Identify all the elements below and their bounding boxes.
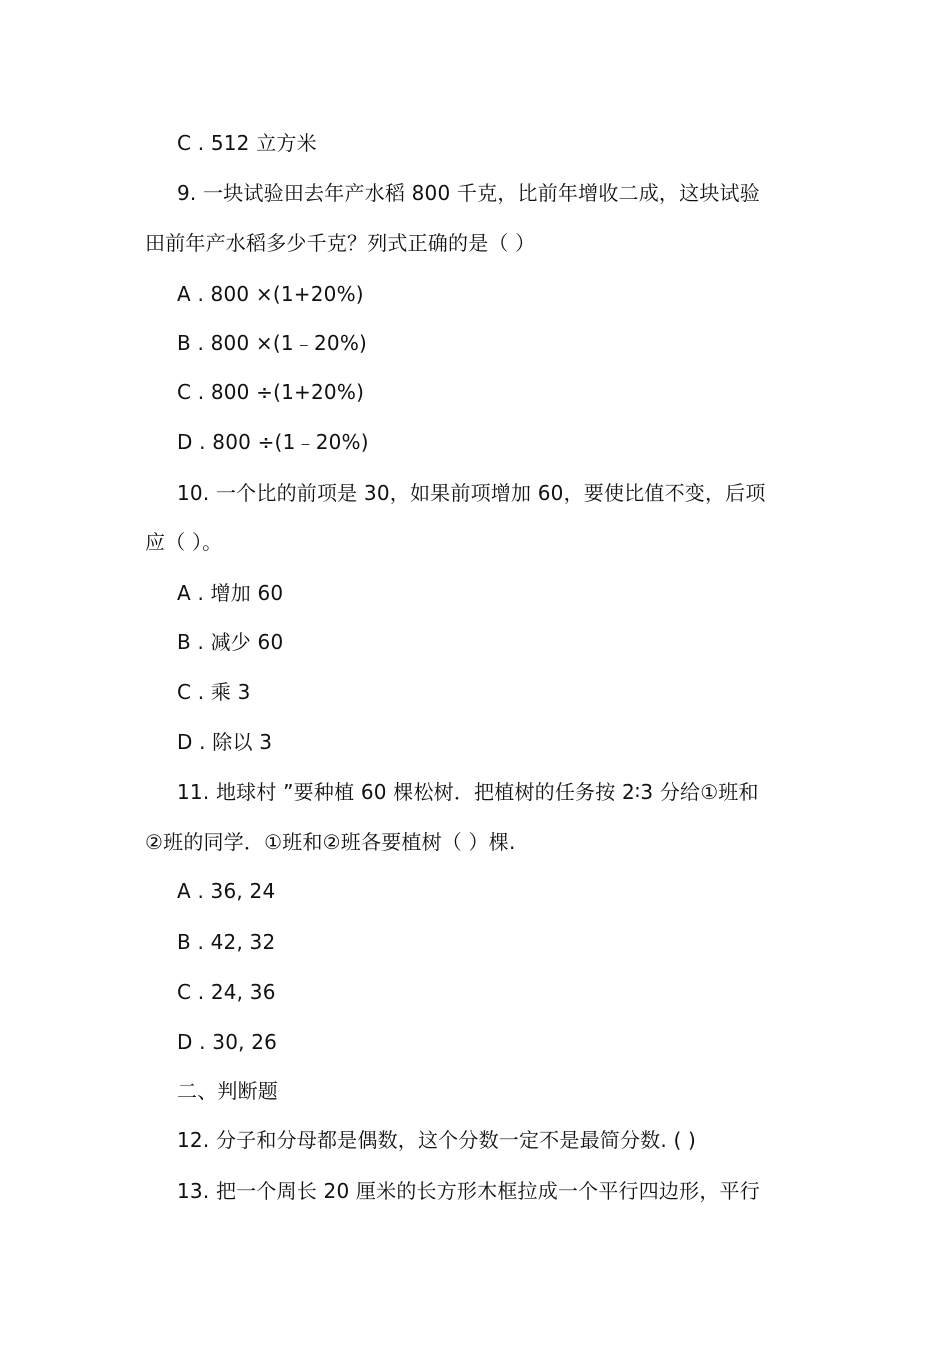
q9-stem-line2: 田前年产水稻多少千克？列式正确的是（ ） (145, 231, 536, 255)
section-heading-judgment: 二、判断题 (177, 1079, 278, 1103)
q11-option-b: B . 42, 32 (177, 930, 276, 954)
q9-option-c: C . 800 ÷(1+20%) (177, 380, 365, 404)
q10-option-d: D . 除以 3 (177, 730, 273, 754)
q9-option-a: A . 800 ×(1+20%) (177, 282, 364, 306)
q11-option-d: D . 30, 26 (177, 1030, 278, 1054)
q11-option-c: C . 24, 36 (177, 980, 276, 1004)
q8-option-c: C . 512 立方米 (177, 131, 317, 155)
q9-option-b: B . 800 ×(1﹣20%) (177, 331, 368, 355)
q13-stem-line1: 13. 把一个周长 20 厘米的长方形木框拉成一个平行四边形，平行 (177, 1179, 760, 1203)
q11-stem-line2: ②班的同学．①班和②班各要植树（ ）棵. (145, 830, 516, 854)
q10-stem-line2: 应（ ）。 (145, 530, 223, 554)
q9-option-d: D . 800 ÷(1﹣20%) (177, 430, 369, 454)
q11-option-a: A . 36, 24 (177, 879, 276, 903)
q10-option-b: B . 减少 60 (177, 630, 284, 654)
q9-stem-line1: 9. 一块试验田去年产水稻 800 千克，比前年增收二成，这块试验 (177, 181, 760, 205)
q10-stem-line1: 10. 一个比的前项是 30，如果前项增加 60，要使比值不变，后项 (177, 481, 766, 505)
q10-option-c: C . 乘 3 (177, 680, 251, 704)
q10-option-a: A . 增加 60 (177, 581, 284, 605)
q11-stem-line1: 11. 地球村 ”要种植 60 棵松树．把植树的任务按 2∶3 分给①班和 (177, 780, 759, 804)
q12-stem: 12. 分子和分母都是偶数，这个分数一定不是最简分数. ( ) (177, 1128, 697, 1152)
